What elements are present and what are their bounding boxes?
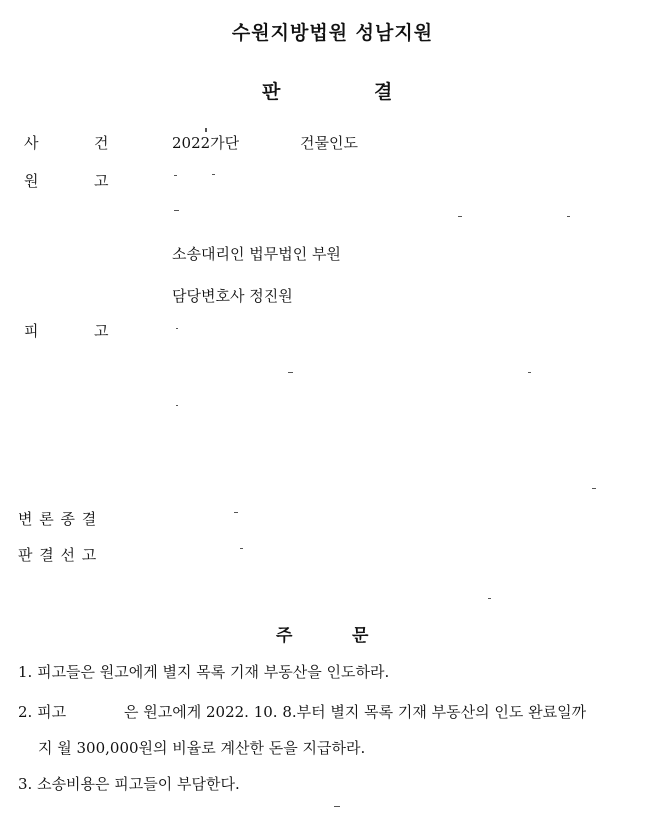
case-label-2: 건: [94, 134, 109, 152]
plaintiff-lawyer: 담당변호사 정진원: [172, 287, 293, 305]
plaintiff-attorney: 소송대리인 법무법인 부원: [172, 245, 341, 263]
closing-label: 변 론 종 결: [18, 510, 98, 528]
case-label-1: 사: [24, 134, 39, 152]
order-item-1: 1. 피고들은 원고에게 별지 목록 기재 부동산을 인도하라.: [18, 663, 390, 681]
doc-title-right: 결: [374, 81, 393, 103]
defendant-label-1: 피: [24, 322, 39, 340]
order-item-3: 3. 소송비용은 피고들이 부담한다.: [18, 775, 240, 793]
order-item-2-text: 은 원고에게 2022. 10. 8.부터 별지 목록 기재 부동산의 인도 완료일까: [124, 703, 587, 721]
order-item-2-prefix: 2. 피고: [18, 703, 67, 721]
judgment-date-label: 판 결 선 고: [18, 546, 98, 564]
order-item-2-continuation: 지 월 300,000원의 비율로 계산한 돈을 지급하라.: [38, 739, 366, 757]
plaintiff-label-2: 고: [94, 172, 109, 190]
order-title-right: 문: [352, 626, 369, 646]
court-name: 수원지방법원 성남지원: [231, 22, 434, 44]
doc-title-left: 판: [262, 81, 281, 103]
order-title-left: 주: [276, 626, 293, 646]
defendant-label-2: 고: [94, 322, 109, 340]
case-name: 건물인도: [300, 134, 358, 152]
plaintiff-label-1: 원: [24, 172, 39, 190]
case-number: 2022가단: [172, 134, 240, 152]
